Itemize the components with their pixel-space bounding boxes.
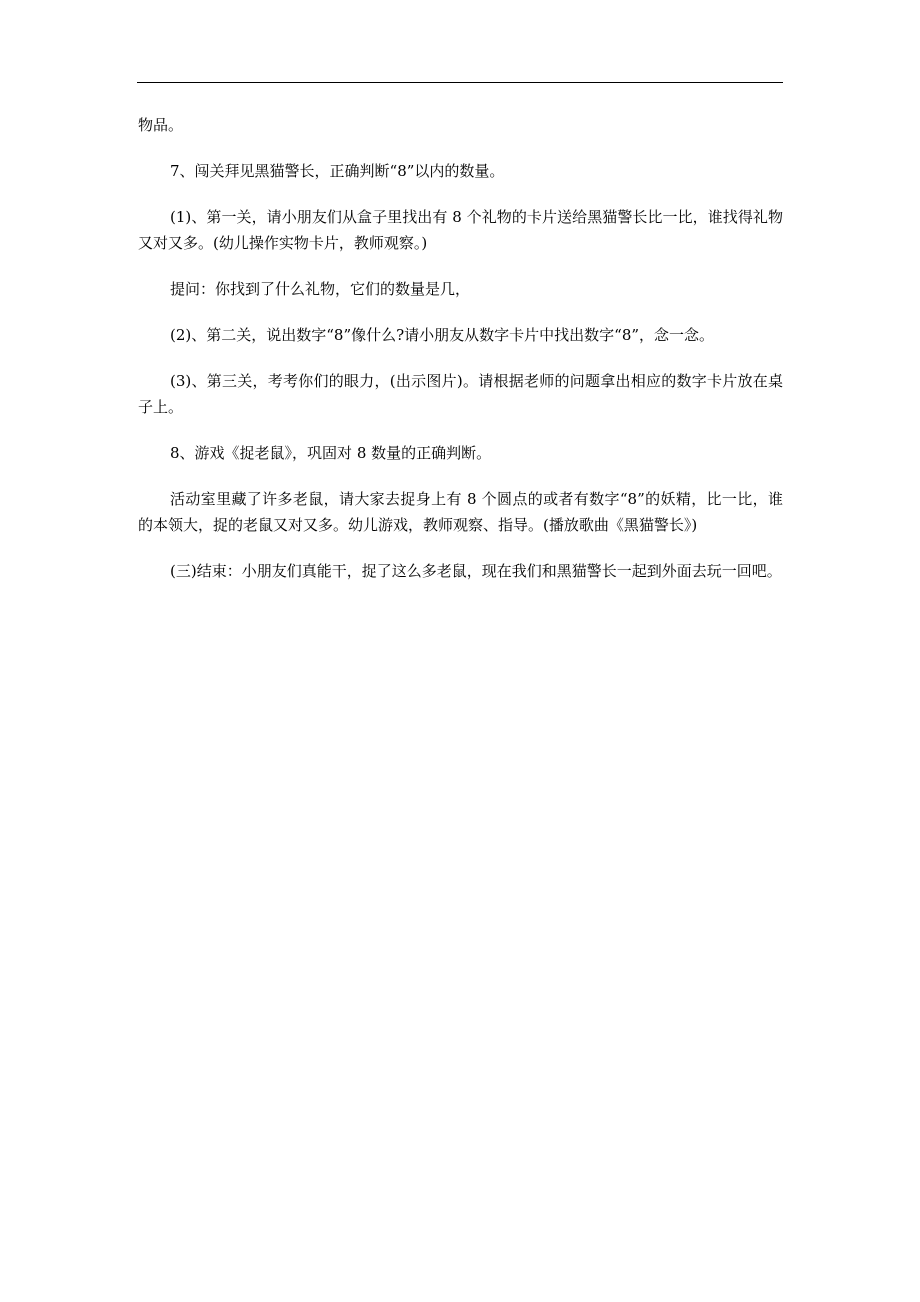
paragraph-conclusion: (三)结束：小朋友们真能干，捉了这么多老鼠，现在我们和黑猫警长一起到外面去玩一回吧。	[170, 562, 782, 580]
paragraph-level-2: (2)、第二关，说出数字“8”像什么?请小朋友从数字卡片中找出数字“8”，念一念。	[170, 326, 715, 344]
paragraph-level-1: (1)、第一关，请小朋友们从盒子里找出有 8 个礼物的卡片送给黑猫警长比一比，谁找得礼物又对又多。(幼儿操作实物卡片，教师观察。)	[138, 208, 783, 252]
paragraph-level-3: (3)、第三关，考考你们的眼力，(出示图片)。请根据老师的问题拿出相应的数字卡片放在桌子上。	[138, 372, 783, 416]
paragraph-step-8: 8、游戏《捉老鼠》，巩固对 8 数量的正确判断。	[170, 444, 492, 462]
header-rule	[137, 82, 783, 83]
document-body	[138, 112, 783, 604]
paragraph-game-description: 活动室里藏了许多老鼠，请大家去捉身上有 8 个圆点的或者有数字“8”的妖精，比一比，谁的本领大，捉的老鼠又对又多。幼儿游戏，教师观察、指导。(播放歌曲《黑猫警长》)	[138, 490, 783, 534]
paragraph-step-7: 7、闯关拜见黑猫警长，正确判断“8”以内的数量。	[170, 162, 505, 180]
paragraph-question: 提问：你找到了什么礼物，它们的数量是几，	[170, 280, 471, 298]
paragraph-continuation: 物品。	[138, 116, 184, 134]
